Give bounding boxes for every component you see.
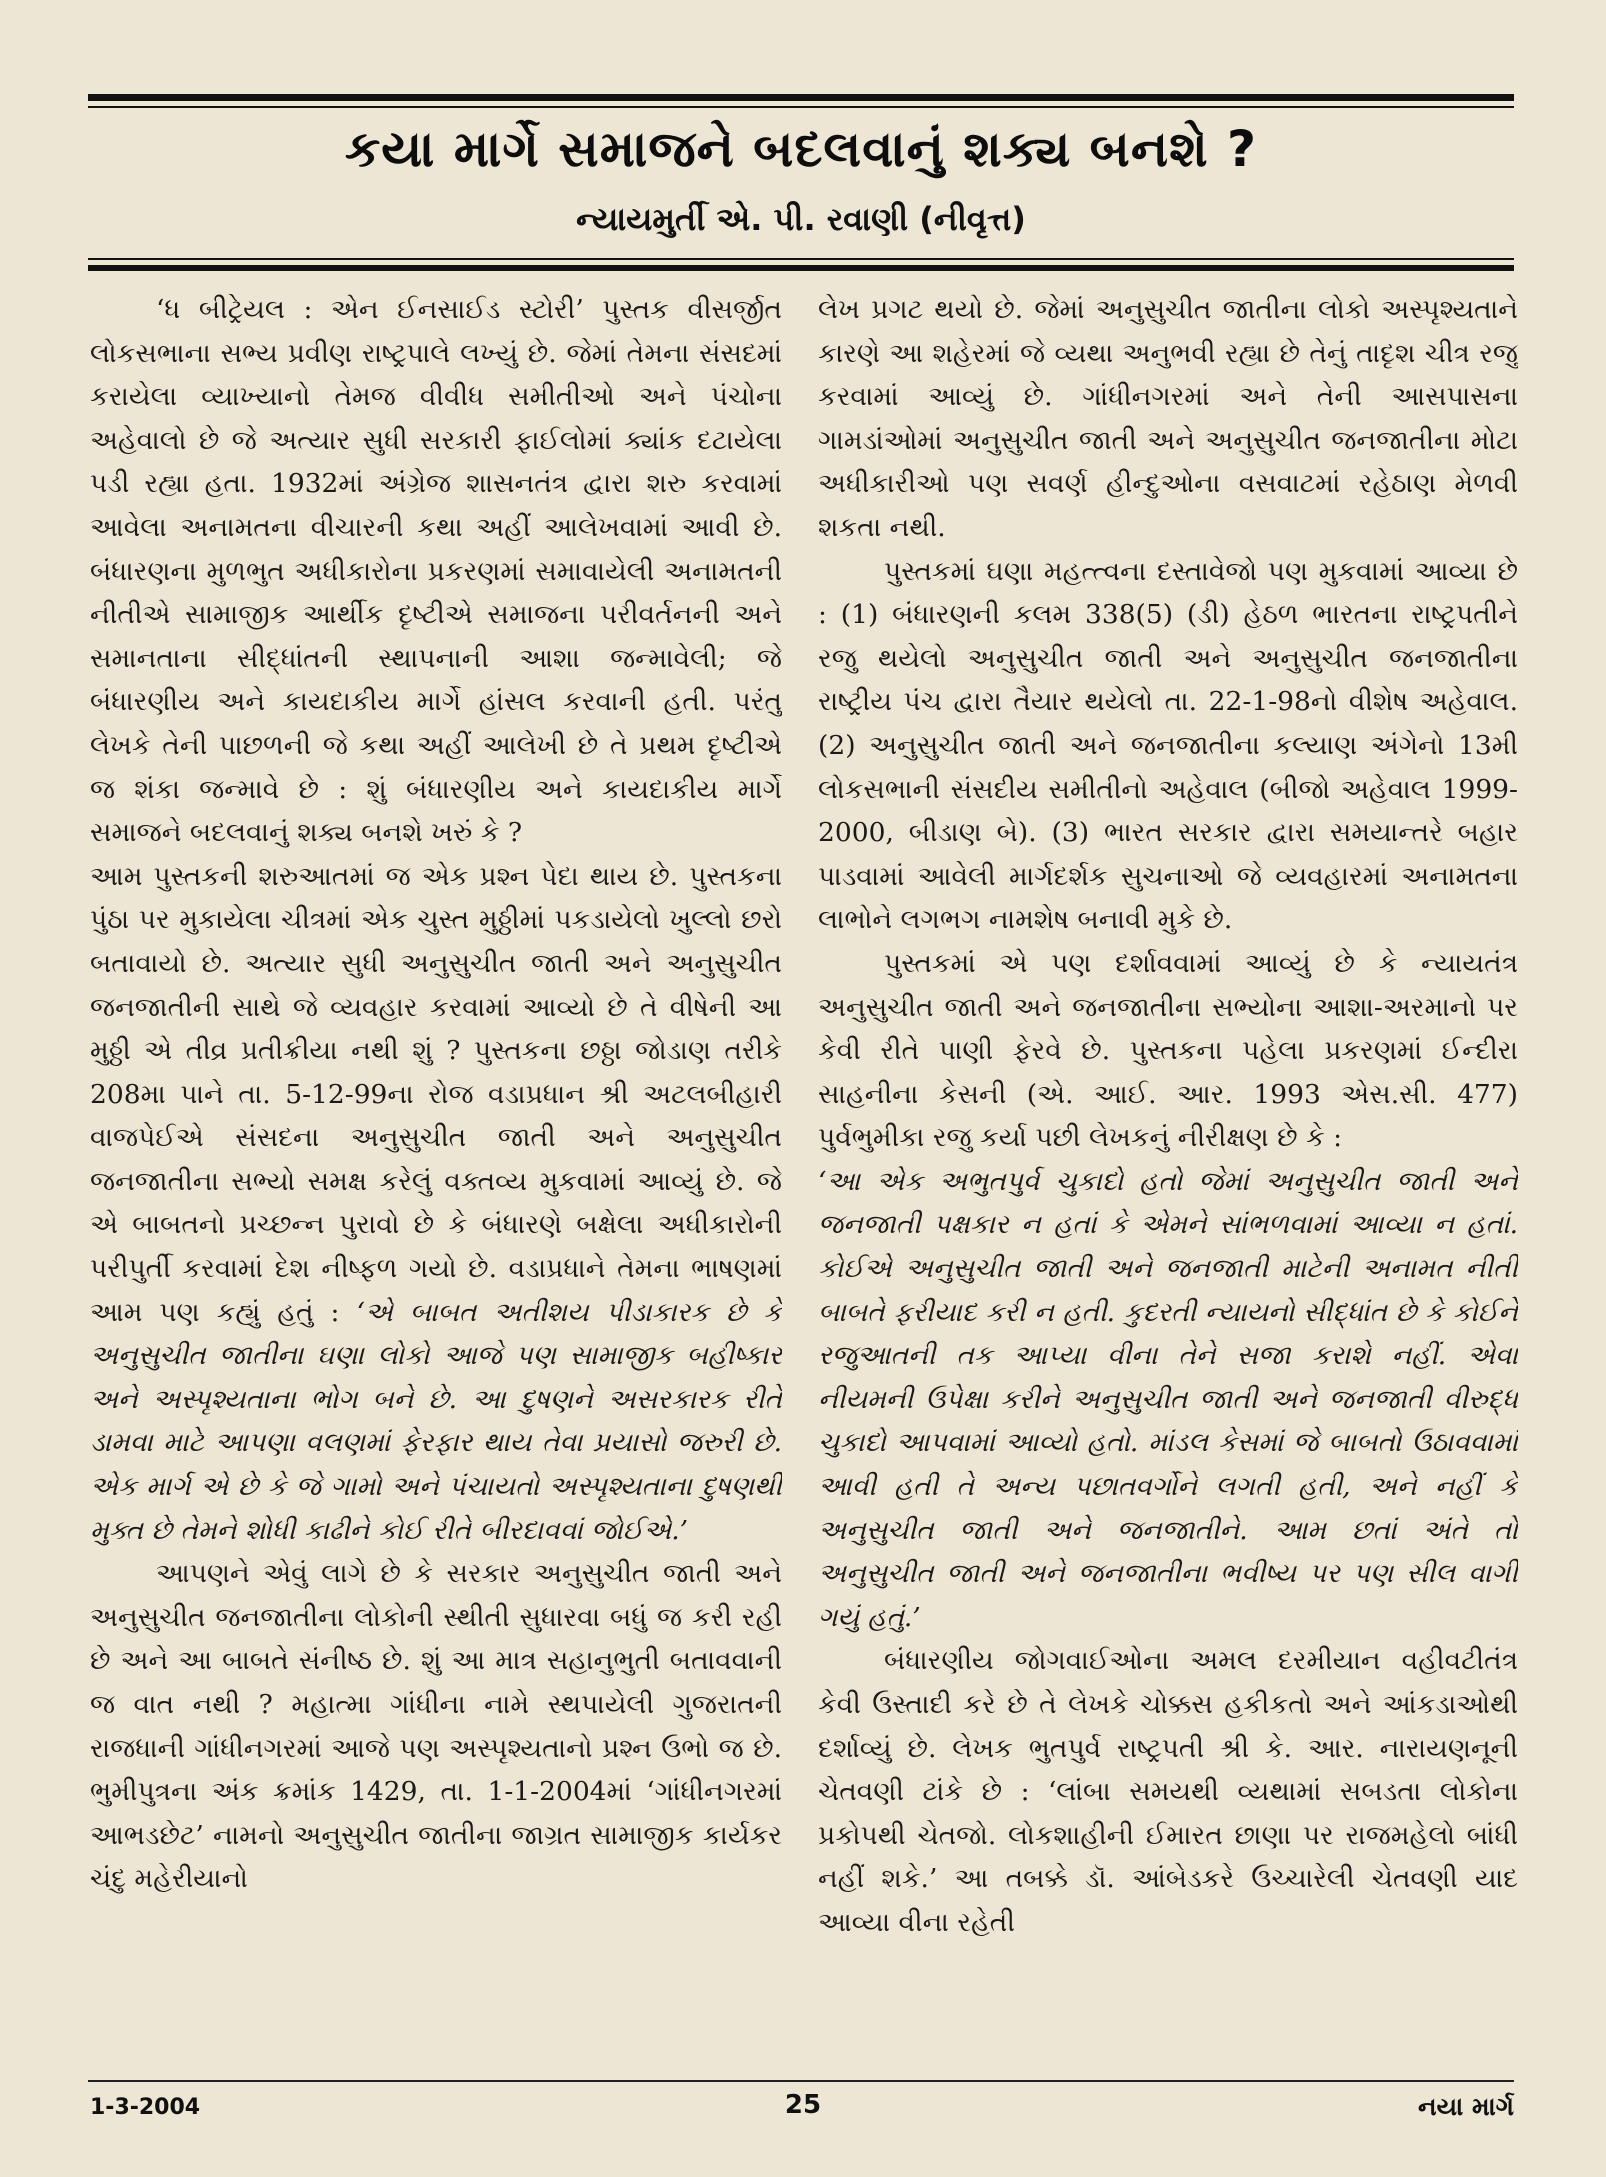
paragraph: આપણને એવું લાગે છે કે સરકાર અનુસુચીત જાતી અને અનુસુચીત જનજાતીના લોકોની સ્થીતી સુધારવા બધું જ કરી રહી છે અને આ બાબતે સંનીષ્ઠ છે. શું આ માત્ર સહાનુભુતી બતાવવાની જ વાત નથી ? મહાત્મા ગાંધીના નામે સ્થપાયેલી ગુજરાતની રાજધાની ગાંધીનગરમાં આજે પણ અસ્પૃશ્યતાનો પ્રશ્ન ઉભો જ છે. ભુમીપુત્રના અંક ક્રમાંક 1429, તા. 1-1-2004માં ‘ગાંધીનગરમાં આભડછેટ’ નામનો અનુસુચીત જાતીના જાગ્રત સામાજીક કાર્યકર ચંદુ મહેરીયાનો xyxy=(90,1558,782,1895)
page-number: 25 xyxy=(784,2090,822,2120)
quoted-observation: ‘આ એક અભુતપુર્વ ચુકાદો હતો જેમાં અનુસુચીત જાતી અને જનજાતી પક્ષકાર ન હતાં કે એમને સાંભળવામાં આવ્યા ન હતાં. કોઈએ અનુસુચીત જાતી અને જનજાતી માટેની અનામત નીતી બાબતે ફરીયાદ કરી ન હતી. કુદરતી ન્યાયનો સીદ્ધાંત છે કે કોઈને રજુઆતની તક આપ્યા વીના તેને સજા કરાશે નહીં. એવા નીયમની ઉપેક્ષા કરીને અનુસુચીત જાતી અને જનજાતી વીરુદ્ધ ચુકાદો આપવામાં આવ્યો હતો. માંડલ કેસમાં જે બાબતો ઉઠાવવામાં આવી હતી તે અન્ય પછાતવર્ગોને લગતી હતી, અને નહીં કે અનુસુચીત જાતી અને જનજાતીને. આમ છતાં અંતે તો અનુસુચીત જાતી અને જનજાતીના ભવીષ્ય પર પણ સીલ વાગી ગયું હતું.’ xyxy=(818,1165,1518,1633)
article-column-right xyxy=(818,288,1518,2048)
paragraph: બંધારણીય જોગવાઈઓના અમલ દરમીયાન વહીવટીતંત્ર કેવી ઉસ્તાદી કરે છે તે લેખકે ચોક્કસ હકીકતો અને આંકડાઓથી દર્શાવ્યું છે. લેખક ભુતપુર્વ રાષ્ટ્રપતી શ્રી કે. આર. નારાયણનૂની ચેતવણી ટાંકે છે : ‘લાંબા સમયથી વ્યથામાં સબડતા લોકોના પ્રકોપથી ચેતજો. લોકશાહીની ઈમારત છાણા પર રાજમહેલો બાંધી નહીં શકે.’ આ તબક્કે ડૉ. આંબેડકરે ઉચ્ચારેલી ચેતવણી યાદ આવ્યા વીના રહેતી xyxy=(818,1645,1518,1938)
top-rule-thin xyxy=(88,106,1514,108)
article-title: કયા માર્ગે સમાજને બદલવાનું શક્ય બનશે ? xyxy=(344,120,1258,178)
paragraph: લેખ પ્રગટ થયો છે. જેમાં અનુસુચીત જાતીના લોકો અસ્પૃશ્યતાને કારણે આ શહેરમાં જે વ્યથા અનુભવી રહ્યા છે તેનું તાદૃશ ચીત્ર રજુ કરવામાં આવ્યું છે. ગાંધીનગરમાં અને તેની આસપાસના ગામડાંઓમાં અનુસુચીત જાતી અને અનુસુચીત જનજાતીના મોટા અધીકારીઓ પણ સવર્ણ હીન્દુઓના વસવાટમાં રહેઠાણ મેળવી શકતા નથી. xyxy=(818,294,1518,543)
quoted-speech: ‘એ બાબત અતીશય પીડાકારક છે કે અનુસુચીત જાતીના ઘણા લોકો આજે પણ સામાજીક બહીષ્કાર અને અસ્પૃશ્યતાના ભોગ બને છે. આ દુષણને અસરકારક રીતે ડામવા માટે આપણા વલણમાં ફેરફાર થાય તેવા પ્રયાસો જરુરી છે. એક માર્ગ એ છે કે જે ગામો અને પંચાયતો અસ્પૃશ્યતાના દુષણથી મુક્ત છે તેમને શોધી કાઢીને કોઈ રીતે બીરદાવવાં જોઈએ.’ xyxy=(90,1296,782,1546)
footer-date: 1-3-2004 xyxy=(90,2095,201,2120)
byline-rule-thick xyxy=(88,265,1514,271)
article-column-left xyxy=(90,288,782,2048)
byline-rule-thin xyxy=(88,258,1514,260)
paragraph: આમ પુસ્તકની શરુઆતમાં જ એક પ્રશ્ન પેદા થાય છે. પુસ્તકના પુંઠા પર મુકાયેલા ચીત્રમાં એક ચુસ્ત મુઠ્ઠીમાં પકડાયેલો ખુલ્લો છરો બતાવાયો છે. અત્યાર સુધી અનુસુચીત જાતી અને અનુસુચીત જનજાતીની સાથે જે વ્યવહાર કરવામાં આવ્યો છે તે વીષેની આ મુઠ્ઠી એ તીવ્ર પ્રતીક્રીયા નથી શું ? પુસ્તકના છઠ્ઠા જોડાણ તરીકે 208મા પાને તા. 5-12-99ના રોજ વડાપ્રધાન શ્રી અટલબીહારી વાજપેઈએ સંસદના અનુસુચીત જાતી અને અનુસુચીત જનજાતીના સભ્યો સમક્ષ કરેલું વક્તવ્ય મુકવામાં આવ્યું છે. જે એ બાબતનો પ્રચ્છન્ન પુરાવો છે કે બંધારણે બક્ષેલા અધીકારોની પરીપુર્તી કરવામાં દેશ નીષ્ફળ ગયો છે. વડાપ્રધાને તેમના ભાષણમાં આમ પણ કહ્યું હતું : xyxy=(90,860,782,1328)
paragraph: પુસ્તકમાં એ પણ દર્શાવવામાં આવ્યું છે કે ન્યાયતંત્ર અનુસુચીત જાતી અને જનજાતીના સભ્યોના આશા-અરમાનો પર કેવી રીતે પાણી ફેરવે છે. પુસ્તકના પહેલા પ્રકરણમાં ઈન્દીરા સાહનીના કેસની (એ. આઈ. આર. 1993 એસ.સી. 477) પુર્વભુમીકા રજુ કર્યા પછી લેખકનું નીરીક્ષણ છે કે : xyxy=(818,947,1518,1154)
top-rule-thick xyxy=(88,94,1514,101)
footer-rule xyxy=(88,2080,1514,2082)
paragraph: ‘ધ બીટ્રેયલ : એન ઈનસાઈડ સ્ટોરી’ પુસ્તક વીસર્જીત લોકસભાના સભ્ય પ્રવીણ રાષ્ટ્રપાલે લખ્યું છે. જેમાં તેમના સંસદમાં કરાયેલા વ્યાખ્યાનો તેમજ વીવીધ સમીતીઓ અને પંચોના અહેવાલો છે જે અત્યાર સુધી સરકારી ફાઈલોમાં ક્યાંક દટાયેલા પડી રહ્યા હતા. 1932માં અંગ્રેજ શાસનતંત્ર દ્વારા શરુ કરવામાં આવેલા અનામતના વીચારની કથા અહીં આલેખવામાં આવી છે. બંધારણના મુળભુત અધીકારોના પ્રકરણમાં સમાવાયેલી અનામતની નીતીએ સામાજીક આર્થીક દૃષ્ટીએ સમાજના પરીવર્તનની અને સમાનતાના સીદ્ધાંતની સ્થાપનાની આશા જન્માવેલી; જે બંધારણીય અને કાયદાકીય માર્ગે હાંસલ કરવાની હતી. પરંતુ લેખકે તેની પાછળની જે કથા અહીં આલેખી છે તે પ્રથમ દૃષ્ટીએ જ શંકા જન્માવે છે : શું બંધારણીય અને કાયદાકીય માર્ગે સમાજને બદલવાનું શક્ય બનશે ખરું કે ? xyxy=(90,294,782,849)
magazine-name: નયા માર્ગ xyxy=(1418,2092,1514,2121)
paragraph: પુસ્તકમાં ઘણા મહત્ત્વના દસ્તાવેજો પણ મુકવામાં આવ્યા છે : (1) બંધારણની કલમ 338(5) (ડી) હેઠળ ભારતના રાષ્ટ્રપતીને રજુ થયેલો અનુસુચીત જાતી અને અનુસુચીત જનજાતીના રાષ્ટ્રીય પંચ દ્વારા તૈયાર થયેલો તા. 22-1-98નો વીશેષ અહેવાલ. (2) અનુસુચીત જાતી અને જનજાતીના કલ્યાણ અંગેનો 13મી લોકસભાની સંસદીય સમીતીનો અહેવાલ (બીજો અહેવાલ 1999-2000, બીડાણ બે). (3) ભારત સરકાર દ્વારા સમયાન્તરે બહાર પાડવામાં આવેલી માર્ગદર્શક સુચનાઓ જે વ્યવહારમાં અનામતના લાભોને લગભગ નામશેષ બનાવી મુકે છે. xyxy=(818,555,1518,936)
article-byline: ન્યાયમુર્તી એ. પી. રવાણી (નીવૃત્ત) xyxy=(576,200,1026,238)
